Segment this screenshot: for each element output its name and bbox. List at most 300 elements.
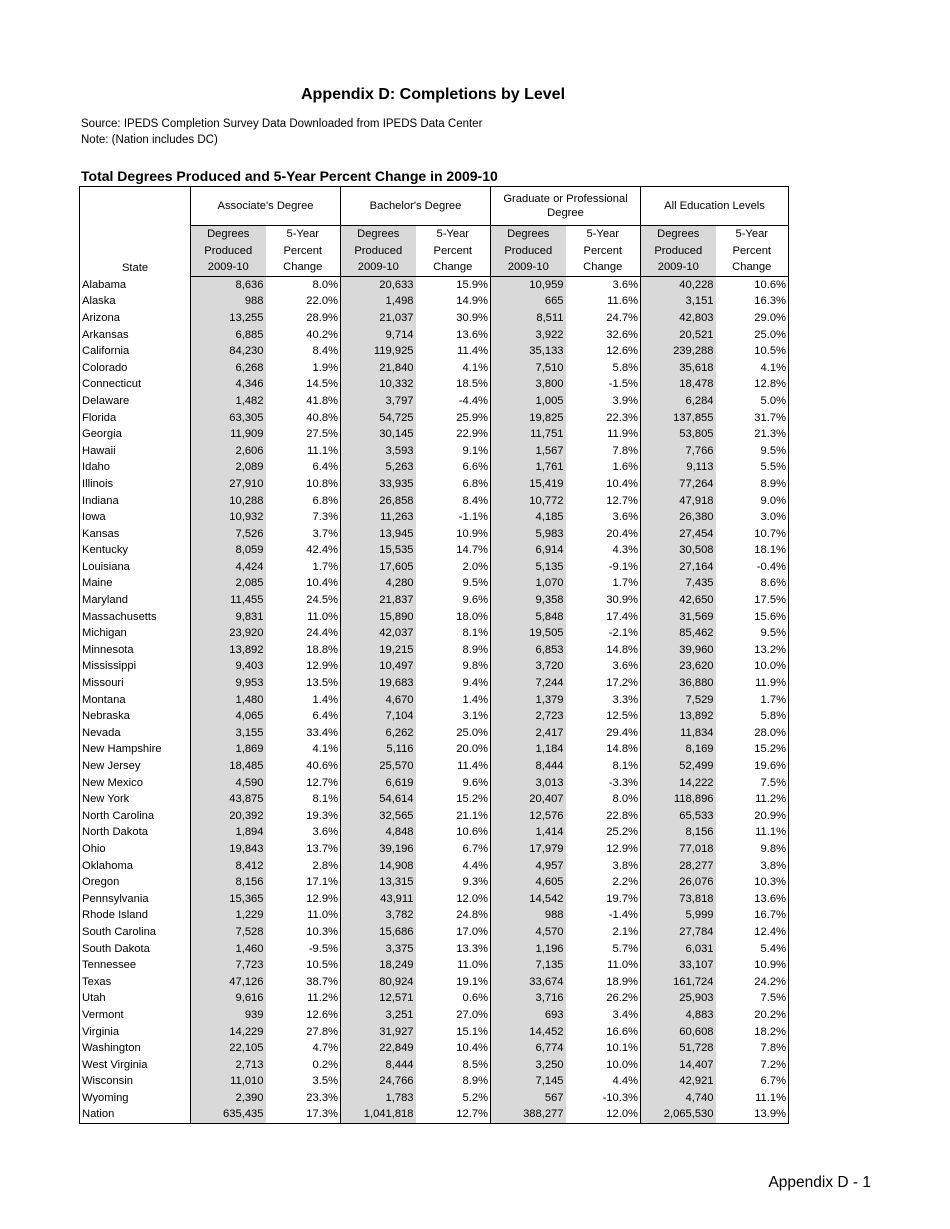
- bachelor-change-cell: 17.0%: [416, 924, 491, 941]
- table-row: [80, 1073, 789, 1090]
- associate-degrees-cell: 4,424: [191, 559, 266, 576]
- table-row: [80, 775, 789, 792]
- associate-degrees-cell: 1,869: [191, 741, 266, 758]
- change-header: Percent: [566, 243, 641, 260]
- change-header: Change: [566, 259, 641, 276]
- associate-change-cell: 27.8%: [266, 1024, 341, 1041]
- all-levels-change-cell: 20.2%: [716, 1007, 789, 1024]
- graduate-degrees-cell: 6,774: [491, 1040, 566, 1057]
- associate-change-cell: 11.0%: [266, 907, 341, 924]
- all-levels-change-cell: 7.5%: [716, 775, 789, 792]
- bachelor-change-cell: 8.4%: [416, 493, 491, 510]
- bachelor-change-cell: 18.0%: [416, 609, 491, 626]
- graduate-degrees-cell: 3,716: [491, 990, 566, 1007]
- associate-degrees-cell: 3,155: [191, 725, 266, 742]
- all-levels-change-cell: 6.7%: [716, 1073, 789, 1090]
- bachelor-change-cell: 3.1%: [416, 708, 491, 725]
- all-levels-degrees-cell: 2,065,530: [641, 1106, 716, 1123]
- bachelor-change-cell: 22.9%: [416, 426, 491, 443]
- change-header: Percent: [266, 243, 341, 260]
- graduate-degrees-cell: 35,133: [491, 343, 566, 360]
- bachelor-degrees-cell: 26,858: [341, 493, 416, 510]
- group-header-all-levels: All Education Levels: [641, 187, 789, 226]
- table-row: [80, 410, 789, 427]
- all-levels-change-cell: 7.8%: [716, 1040, 789, 1057]
- associate-change-cell: 11.0%: [266, 609, 341, 626]
- all-levels-change-cell: 9.5%: [716, 443, 789, 460]
- nation-total-row: [80, 1106, 789, 1123]
- table-row: [80, 376, 789, 393]
- associate-change-cell: 24.4%: [266, 625, 341, 642]
- bachelor-degrees-cell: 4,670: [341, 692, 416, 709]
- graduate-change-cell: 3.4%: [566, 1007, 641, 1024]
- bachelor-change-cell: 15.9%: [416, 276, 491, 293]
- all-levels-change-cell: 9.0%: [716, 493, 789, 510]
- associate-degrees-cell: 27,910: [191, 476, 266, 493]
- all-levels-change-cell: 4.1%: [716, 360, 789, 377]
- all-levels-change-cell: 10.3%: [716, 874, 789, 891]
- bachelor-degrees-cell: 42,037: [341, 625, 416, 642]
- graduate-change-cell: 14.8%: [566, 741, 641, 758]
- graduate-change-cell: 3.6%: [566, 276, 641, 293]
- table-row: [80, 625, 789, 642]
- bachelor-degrees-cell: 9,714: [341, 327, 416, 344]
- associate-change-cell: 10.8%: [266, 476, 341, 493]
- all-levels-change-cell: 9.5%: [716, 625, 789, 642]
- associate-change-cell: 4.1%: [266, 741, 341, 758]
- all-levels-change-cell: 12.8%: [716, 376, 789, 393]
- table-row: [80, 509, 789, 526]
- associate-change-cell: 17.1%: [266, 874, 341, 891]
- associate-change-cell: 7.3%: [266, 509, 341, 526]
- table-row: [80, 1007, 789, 1024]
- graduate-degrees-cell: 4,957: [491, 858, 566, 875]
- associate-degrees-cell: 6,885: [191, 327, 266, 344]
- degrees-header: Degrees: [191, 226, 266, 243]
- graduate-degrees-cell: 11,751: [491, 426, 566, 443]
- degrees-header: 2009-10: [491, 259, 566, 276]
- all-levels-change-cell: -0.4%: [716, 559, 789, 576]
- all-levels-degrees-cell: 4,883: [641, 1007, 716, 1024]
- table-row: [80, 493, 789, 510]
- associate-degrees-cell: 19,843: [191, 841, 266, 858]
- all-levels-degrees-cell: 4,740: [641, 1090, 716, 1107]
- all-levels-change-cell: 31.7%: [716, 410, 789, 427]
- nation-note: Note: (Nation includes DC): [81, 134, 218, 146]
- all-levels-change-cell: 21.3%: [716, 426, 789, 443]
- bachelor-degrees-cell: 15,686: [341, 924, 416, 941]
- degrees-header: 2009-10: [641, 259, 716, 276]
- bachelor-change-cell: 4.4%: [416, 858, 491, 875]
- bachelor-change-cell: 19.1%: [416, 974, 491, 991]
- state-cell: Montana: [80, 692, 191, 709]
- graduate-degrees-cell: 15,419: [491, 476, 566, 493]
- state-cell: Kansas: [80, 526, 191, 543]
- all-levels-change-cell: 19.6%: [716, 758, 789, 775]
- associate-change-cell: 8.0%: [266, 276, 341, 293]
- graduate-degrees-cell: 5,848: [491, 609, 566, 626]
- associate-change-cell: 0.2%: [266, 1057, 341, 1074]
- graduate-degrees-cell: 3,720: [491, 658, 566, 675]
- table-row: [80, 559, 789, 576]
- table-row: [80, 758, 789, 775]
- associate-degrees-cell: 9,831: [191, 609, 266, 626]
- all-levels-change-cell: 12.4%: [716, 924, 789, 941]
- graduate-change-cell: 22.8%: [566, 808, 641, 825]
- all-levels-degrees-cell: 3,151: [641, 293, 716, 310]
- change-header: Change: [416, 259, 491, 276]
- associate-change-cell: 42.4%: [266, 542, 341, 559]
- bachelor-change-cell: 30.9%: [416, 310, 491, 327]
- bachelor-degrees-cell: 7,104: [341, 708, 416, 725]
- associate-degrees-cell: 2,089: [191, 459, 266, 476]
- bachelor-degrees-cell: 3,782: [341, 907, 416, 924]
- all-levels-change-cell: 5.5%: [716, 459, 789, 476]
- all-levels-change-cell: 10.7%: [716, 526, 789, 543]
- all-levels-degrees-cell: 26,076: [641, 874, 716, 891]
- table-row: [80, 310, 789, 327]
- bachelor-change-cell: 9.4%: [416, 675, 491, 692]
- associate-degrees-cell: 9,953: [191, 675, 266, 692]
- all-levels-degrees-cell: 14,222: [641, 775, 716, 792]
- state-cell: Hawaii: [80, 443, 191, 460]
- page-footer: Appendix D - 1: [768, 1174, 871, 1191]
- graduate-change-cell: 3.8%: [566, 858, 641, 875]
- state-cell: Connecticut: [80, 376, 191, 393]
- graduate-degrees-cell: 5,983: [491, 526, 566, 543]
- graduate-degrees-cell: 7,244: [491, 675, 566, 692]
- graduate-degrees-cell: 1,005: [491, 393, 566, 410]
- table-row: [80, 692, 789, 709]
- graduate-change-cell: 5.7%: [566, 941, 641, 958]
- bachelor-change-cell: 10.9%: [416, 526, 491, 543]
- bachelor-degrees-cell: 54,725: [341, 410, 416, 427]
- all-levels-degrees-cell: 40,228: [641, 276, 716, 293]
- all-levels-change-cell: 3.0%: [716, 509, 789, 526]
- graduate-degrees-cell: 20,407: [491, 791, 566, 808]
- graduate-change-cell: 5.8%: [566, 360, 641, 377]
- graduate-change-cell: -9.1%: [566, 559, 641, 576]
- associate-change-cell: 33.4%: [266, 725, 341, 742]
- all-levels-degrees-cell: 36,880: [641, 675, 716, 692]
- all-levels-degrees-cell: 23,620: [641, 658, 716, 675]
- associate-degrees-cell: 4,346: [191, 376, 266, 393]
- graduate-change-cell: 20.4%: [566, 526, 641, 543]
- bachelor-change-cell: -1.1%: [416, 509, 491, 526]
- bachelor-degrees-cell: 39,196: [341, 841, 416, 858]
- degrees-header: Degrees: [341, 226, 416, 243]
- associate-change-cell: 12.9%: [266, 891, 341, 908]
- graduate-degrees-cell: 19,825: [491, 410, 566, 427]
- state-cell: Missouri: [80, 675, 191, 692]
- associate-change-cell: 23.3%: [266, 1090, 341, 1107]
- associate-degrees-cell: 1,460: [191, 941, 266, 958]
- state-cell: Florida: [80, 410, 191, 427]
- associate-degrees-cell: 4,590: [191, 775, 266, 792]
- associate-degrees-cell: 22,105: [191, 1040, 266, 1057]
- graduate-degrees-cell: 988: [491, 907, 566, 924]
- state-cell: Ohio: [80, 841, 191, 858]
- graduate-degrees-cell: 693: [491, 1007, 566, 1024]
- bachelor-change-cell: 6.8%: [416, 476, 491, 493]
- graduate-change-cell: 29.4%: [566, 725, 641, 742]
- table-row: [80, 642, 789, 659]
- all-levels-degrees-cell: 27,164: [641, 559, 716, 576]
- all-levels-degrees-cell: 65,533: [641, 808, 716, 825]
- graduate-degrees-cell: 10,959: [491, 276, 566, 293]
- associate-change-cell: 1.7%: [266, 559, 341, 576]
- graduate-degrees-cell: 14,452: [491, 1024, 566, 1041]
- bachelor-degrees-cell: 21,840: [341, 360, 416, 377]
- table-row: [80, 1040, 789, 1057]
- graduate-degrees-cell: 10,772: [491, 493, 566, 510]
- all-levels-degrees-cell: 42,803: [641, 310, 716, 327]
- graduate-degrees-cell: 7,510: [491, 360, 566, 377]
- all-levels-change-cell: 25.0%: [716, 327, 789, 344]
- degrees-header: 2009-10: [341, 259, 416, 276]
- bachelor-degrees-cell: 30,145: [341, 426, 416, 443]
- associate-degrees-cell: 10,932: [191, 509, 266, 526]
- bachelor-degrees-cell: 33,935: [341, 476, 416, 493]
- all-levels-change-cell: 10.9%: [716, 957, 789, 974]
- associate-degrees-cell: 14,229: [191, 1024, 266, 1041]
- page-title: Appendix D: Completions by Level: [300, 86, 566, 103]
- table-title: Total Degrees Produced and 5-Year Percent Change in 2009-10: [81, 168, 498, 184]
- graduate-change-cell: 2.1%: [566, 924, 641, 941]
- state-cell: Wyoming: [80, 1090, 191, 1107]
- bachelor-change-cell: 13.3%: [416, 941, 491, 958]
- table-row: [80, 592, 789, 609]
- associate-degrees-cell: 8,412: [191, 858, 266, 875]
- associate-degrees-cell: 2,606: [191, 443, 266, 460]
- table-row: [80, 957, 789, 974]
- associate-change-cell: 38.7%: [266, 974, 341, 991]
- bachelor-change-cell: 15.2%: [416, 791, 491, 808]
- associate-degrees-cell: 7,723: [191, 957, 266, 974]
- table-row: [80, 293, 789, 310]
- graduate-degrees-cell: 6,914: [491, 542, 566, 559]
- all-levels-degrees-cell: 42,650: [641, 592, 716, 609]
- all-levels-degrees-cell: 85,462: [641, 625, 716, 642]
- bachelor-degrees-cell: 6,619: [341, 775, 416, 792]
- bachelor-degrees-cell: 13,315: [341, 874, 416, 891]
- graduate-change-cell: 11.6%: [566, 293, 641, 310]
- associate-change-cell: 14.5%: [266, 376, 341, 393]
- graduate-change-cell: 12.9%: [566, 841, 641, 858]
- bachelor-change-cell: 9.3%: [416, 874, 491, 891]
- degrees-header: 2009-10: [191, 259, 266, 276]
- all-levels-degrees-cell: 73,818: [641, 891, 716, 908]
- graduate-degrees-cell: 3,800: [491, 376, 566, 393]
- degrees-header: Produced: [641, 243, 716, 260]
- all-levels-change-cell: 11.9%: [716, 675, 789, 692]
- associate-degrees-cell: 10,288: [191, 493, 266, 510]
- table-row: [80, 741, 789, 758]
- bachelor-change-cell: 11.4%: [416, 758, 491, 775]
- associate-change-cell: 6.4%: [266, 708, 341, 725]
- all-levels-degrees-cell: 137,855: [641, 410, 716, 427]
- graduate-degrees-cell: 9,358: [491, 592, 566, 609]
- all-levels-change-cell: 10.0%: [716, 658, 789, 675]
- all-levels-change-cell: 9.8%: [716, 841, 789, 858]
- associate-degrees-cell: 47,126: [191, 974, 266, 991]
- all-levels-change-cell: 17.5%: [716, 592, 789, 609]
- graduate-change-cell: 3.6%: [566, 509, 641, 526]
- all-levels-degrees-cell: 9,113: [641, 459, 716, 476]
- state-cell: Arizona: [80, 310, 191, 327]
- all-levels-change-cell: 8.9%: [716, 476, 789, 493]
- state-cell: Nebraska: [80, 708, 191, 725]
- bachelor-degrees-cell: 1,041,818: [341, 1106, 416, 1123]
- bachelor-change-cell: 9.6%: [416, 775, 491, 792]
- associate-degrees-cell: 1,482: [191, 393, 266, 410]
- bachelor-degrees-cell: 21,837: [341, 592, 416, 609]
- all-levels-change-cell: 28.0%: [716, 725, 789, 742]
- state-cell: South Carolina: [80, 924, 191, 941]
- all-levels-change-cell: 15.6%: [716, 609, 789, 626]
- all-levels-change-cell: 11.1%: [716, 824, 789, 841]
- associate-degrees-cell: 11,909: [191, 426, 266, 443]
- bachelor-change-cell: 24.8%: [416, 907, 491, 924]
- bachelor-change-cell: 8.9%: [416, 642, 491, 659]
- state-cell: Arkansas: [80, 327, 191, 344]
- graduate-change-cell: -3.3%: [566, 775, 641, 792]
- all-levels-degrees-cell: 20,521: [641, 327, 716, 344]
- table-row: [80, 609, 789, 626]
- bachelor-degrees-cell: 11,263: [341, 509, 416, 526]
- group-header-associate: Associate's Degree: [191, 187, 341, 226]
- graduate-degrees-cell: 3,922: [491, 327, 566, 344]
- associate-change-cell: 28.9%: [266, 310, 341, 327]
- change-header: 5-Year: [266, 226, 341, 243]
- all-levels-degrees-cell: 13,892: [641, 708, 716, 725]
- table-row: [80, 360, 789, 377]
- bachelor-change-cell: 6.6%: [416, 459, 491, 476]
- state-cell: Oklahoma: [80, 858, 191, 875]
- all-levels-degrees-cell: 35,618: [641, 360, 716, 377]
- bachelor-degrees-cell: 3,375: [341, 941, 416, 958]
- change-header: Percent: [416, 243, 491, 260]
- graduate-degrees-cell: 1,414: [491, 824, 566, 841]
- graduate-degrees-cell: 4,570: [491, 924, 566, 941]
- state-cell: Indiana: [80, 493, 191, 510]
- state-cell: Alaska: [80, 293, 191, 310]
- associate-change-cell: 41.8%: [266, 393, 341, 410]
- bachelor-degrees-cell: 22,849: [341, 1040, 416, 1057]
- state-cell: Nevada: [80, 725, 191, 742]
- state-cell: Colorado: [80, 360, 191, 377]
- graduate-degrees-cell: 19,505: [491, 625, 566, 642]
- associate-change-cell: 13.5%: [266, 675, 341, 692]
- bachelor-change-cell: 1.4%: [416, 692, 491, 709]
- bachelor-change-cell: 18.5%: [416, 376, 491, 393]
- graduate-change-cell: 11.9%: [566, 426, 641, 443]
- state-cell: Maryland: [80, 592, 191, 609]
- all-levels-degrees-cell: 14,407: [641, 1057, 716, 1074]
- graduate-degrees-cell: 33,674: [491, 974, 566, 991]
- bachelor-degrees-cell: 10,332: [341, 376, 416, 393]
- associate-change-cell: 11.2%: [266, 990, 341, 1007]
- associate-degrees-cell: 8,059: [191, 542, 266, 559]
- graduate-degrees-cell: 4,185: [491, 509, 566, 526]
- graduate-change-cell: 19.7%: [566, 891, 641, 908]
- state-cell: Michigan: [80, 625, 191, 642]
- bachelor-change-cell: -4.4%: [416, 393, 491, 410]
- associate-degrees-cell: 9,616: [191, 990, 266, 1007]
- associate-change-cell: 40.8%: [266, 410, 341, 427]
- completions-table: [79, 186, 789, 1124]
- graduate-change-cell: 8.0%: [566, 791, 641, 808]
- table-row: [80, 974, 789, 991]
- state-cell: North Carolina: [80, 808, 191, 825]
- graduate-change-cell: 32.6%: [566, 327, 641, 344]
- table-row: [80, 941, 789, 958]
- state-cell: Vermont: [80, 1007, 191, 1024]
- bachelor-degrees-cell: 25,570: [341, 758, 416, 775]
- state-cell: Mississippi: [80, 658, 191, 675]
- table-row: [80, 990, 789, 1007]
- table-row: [80, 858, 789, 875]
- bachelor-degrees-cell: 43,911: [341, 891, 416, 908]
- bachelor-change-cell: 5.2%: [416, 1090, 491, 1107]
- associate-change-cell: 8.4%: [266, 343, 341, 360]
- state-cell: New Mexico: [80, 775, 191, 792]
- graduate-degrees-cell: 3,013: [491, 775, 566, 792]
- graduate-degrees-cell: 7,145: [491, 1073, 566, 1090]
- graduate-degrees-cell: 8,444: [491, 758, 566, 775]
- graduate-change-cell: 12.0%: [566, 1106, 641, 1123]
- associate-degrees-cell: 988: [191, 293, 266, 310]
- table-row: [80, 542, 789, 559]
- graduate-degrees-cell: 567: [491, 1090, 566, 1107]
- bachelor-degrees-cell: 4,280: [341, 575, 416, 592]
- associate-degrees-cell: 8,636: [191, 276, 266, 293]
- associate-change-cell: 8.1%: [266, 791, 341, 808]
- table-row: [80, 841, 789, 858]
- change-header: Change: [716, 259, 789, 276]
- graduate-change-cell: 22.3%: [566, 410, 641, 427]
- bachelor-change-cell: 11.0%: [416, 957, 491, 974]
- associate-change-cell: 22.0%: [266, 293, 341, 310]
- all-levels-change-cell: 11.1%: [716, 1090, 789, 1107]
- bachelor-degrees-cell: 20,633: [341, 276, 416, 293]
- state-cell: Louisiana: [80, 559, 191, 576]
- graduate-degrees-cell: 1,379: [491, 692, 566, 709]
- bachelor-change-cell: 10.4%: [416, 1040, 491, 1057]
- graduate-degrees-cell: 1,567: [491, 443, 566, 460]
- table-row: [80, 426, 789, 443]
- change-header: 5-Year: [566, 226, 641, 243]
- state-cell: New Hampshire: [80, 741, 191, 758]
- bachelor-degrees-cell: 80,924: [341, 974, 416, 991]
- bachelor-change-cell: 25.0%: [416, 725, 491, 742]
- change-header: Percent: [716, 243, 789, 260]
- bachelor-change-cell: 21.1%: [416, 808, 491, 825]
- state-cell: Virginia: [80, 1024, 191, 1041]
- graduate-degrees-cell: 17,979: [491, 841, 566, 858]
- table-row: [80, 1024, 789, 1041]
- associate-degrees-cell: 13,892: [191, 642, 266, 659]
- bachelor-degrees-cell: 15,890: [341, 609, 416, 626]
- all-levels-change-cell: 15.2%: [716, 741, 789, 758]
- bachelor-degrees-cell: 19,683: [341, 675, 416, 692]
- graduate-change-cell: 11.0%: [566, 957, 641, 974]
- associate-degrees-cell: 2,085: [191, 575, 266, 592]
- graduate-change-cell: 18.9%: [566, 974, 641, 991]
- degrees-header: Produced: [491, 243, 566, 260]
- graduate-degrees-cell: 1,070: [491, 575, 566, 592]
- all-levels-degrees-cell: 5,999: [641, 907, 716, 924]
